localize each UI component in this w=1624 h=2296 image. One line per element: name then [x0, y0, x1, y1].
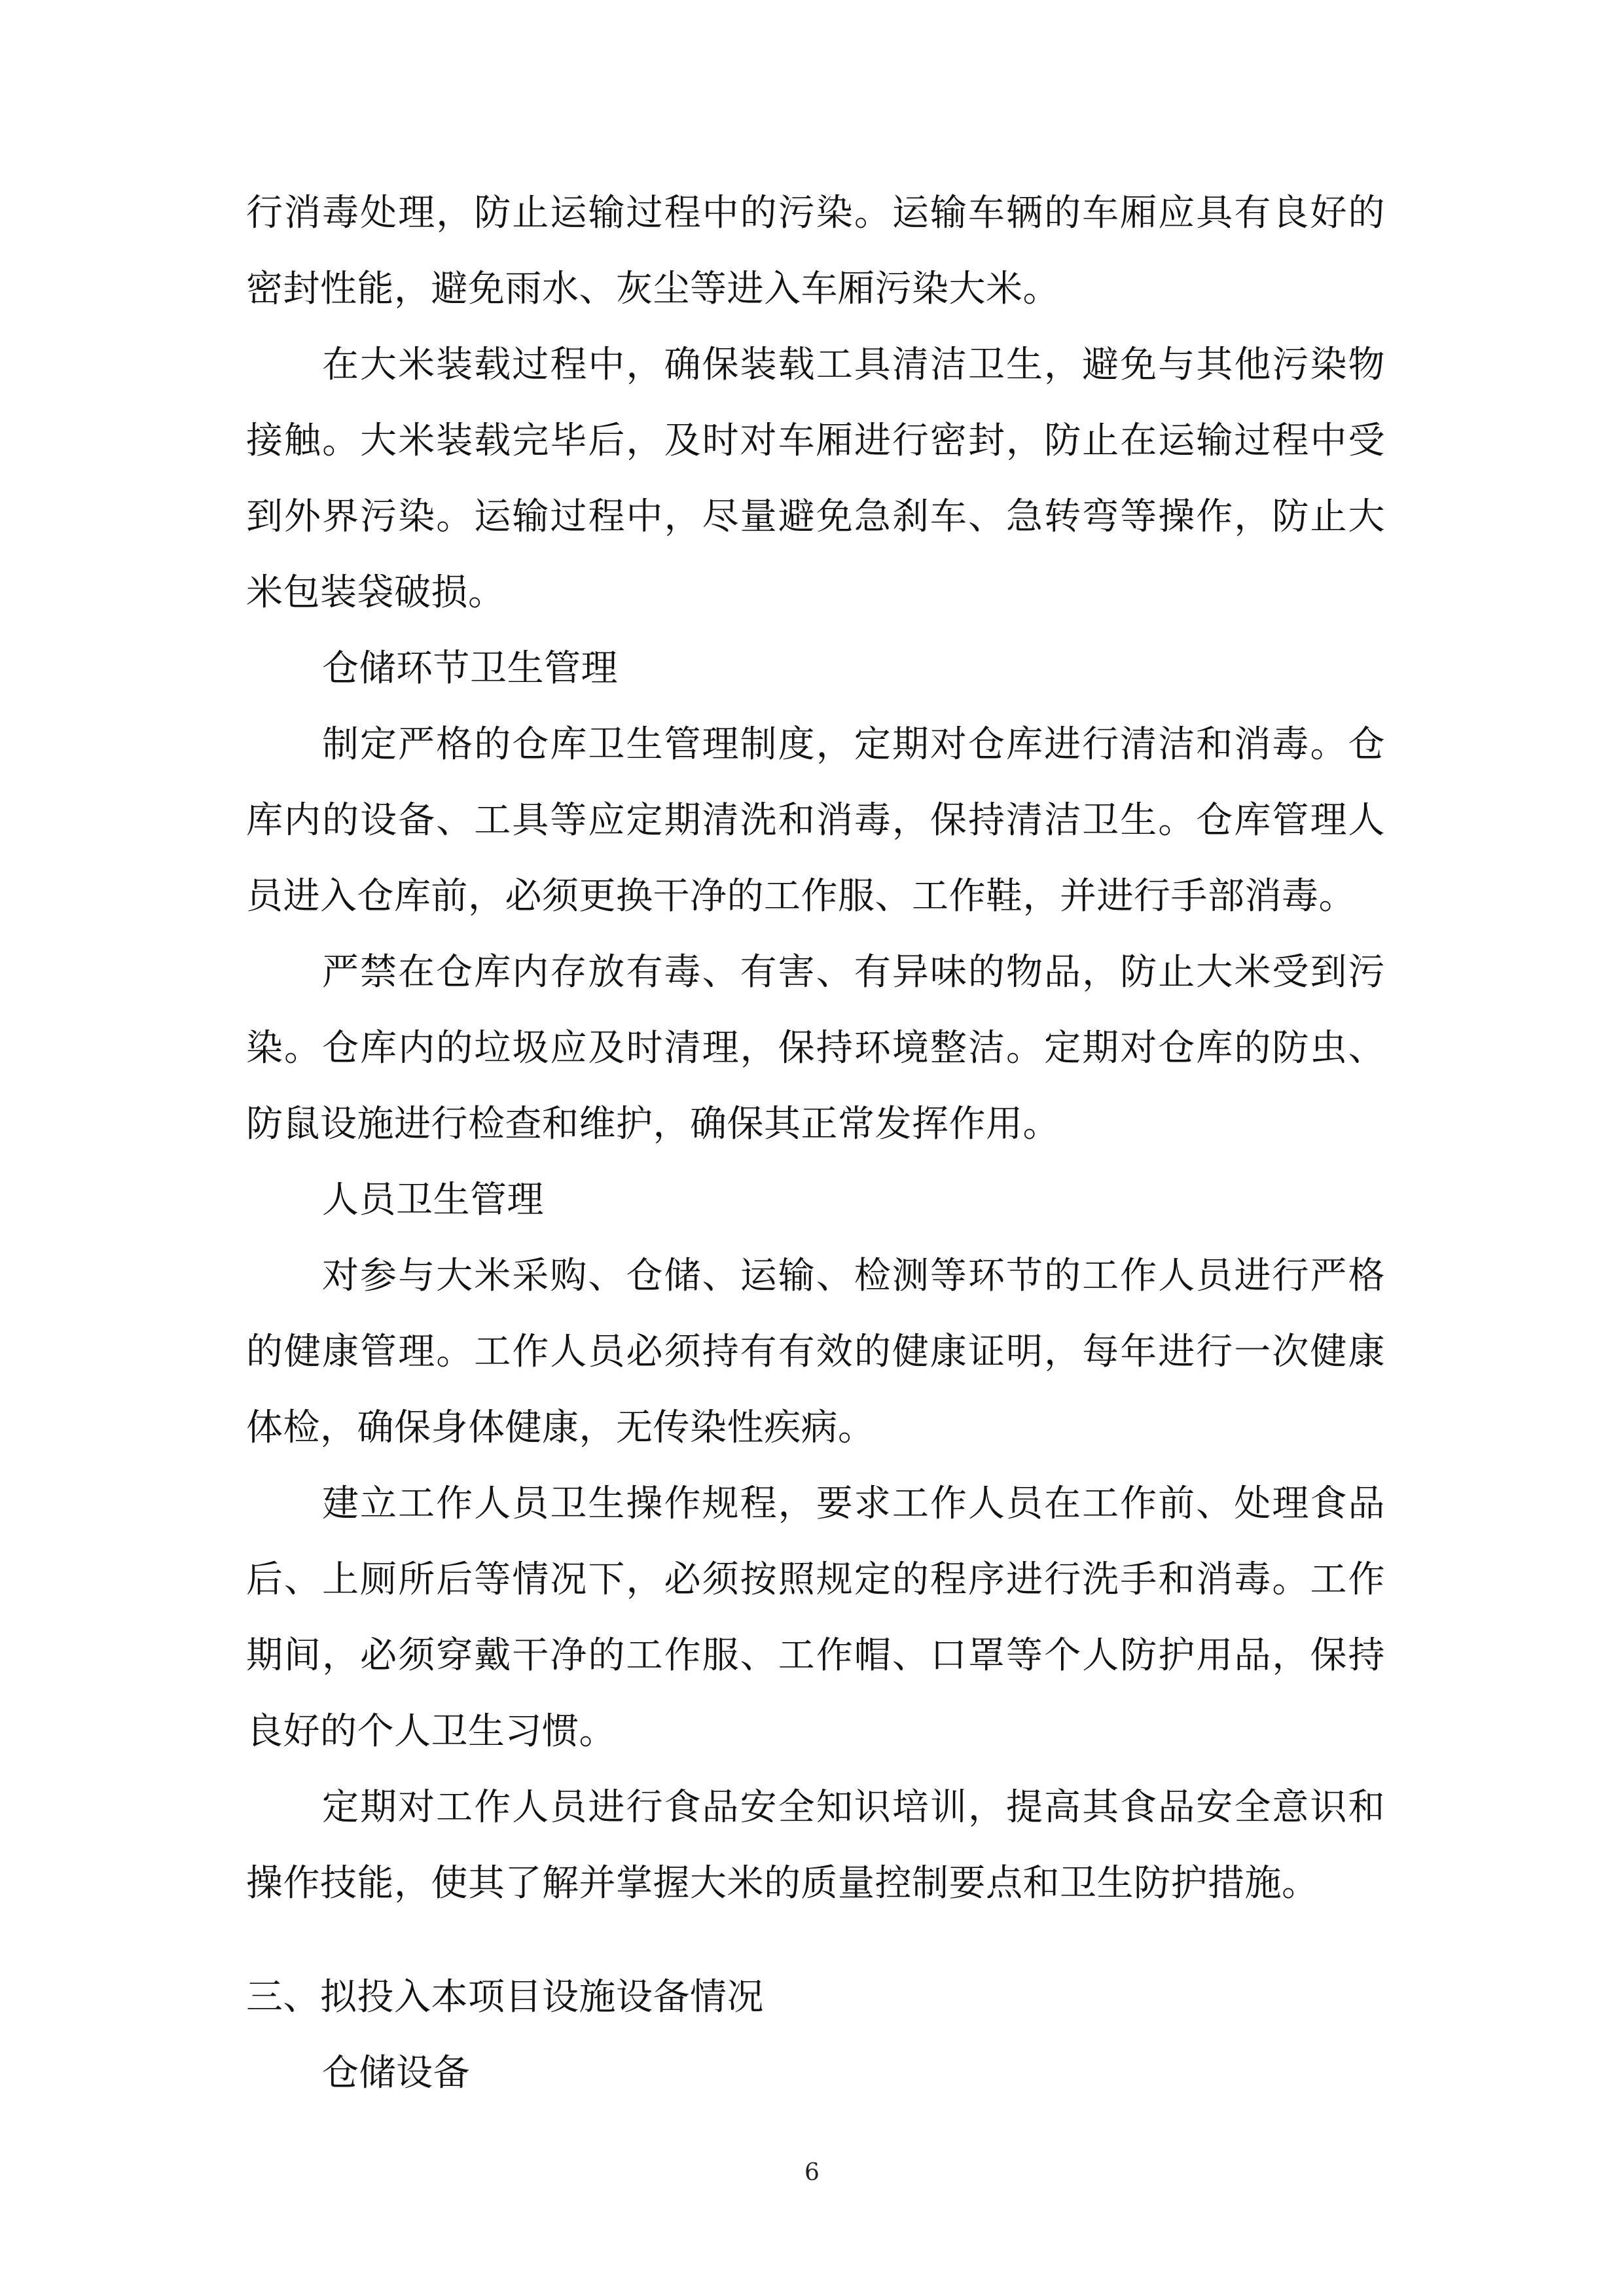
paragraph-loading-process: 在大米装载过程中，确保装载工具清洁卫生，避免与其他污染物接触。大米装载完毕后，及时对车厢进行密封，防止在运输过程中受到外界污染。运输过程中，尽量避免急刹车、急转弯等操作，防止大米包装袋破损。 — [246, 344, 1385, 614]
subheading-storage-equipment: 仓储设备 — [322, 2052, 470, 2094]
page-number: 6 — [804, 2159, 820, 2186]
paragraph-warehouse-prohibitions: 严禁在仓库内存放有毒、有害、有异味的物品，防止大米受到污染。仓库内的垃圾应及时清理，保持环境整洁。定期对仓库的防虫、防鼠设施进行检查和维护，确保其正常发挥作用。 — [246, 951, 1385, 1145]
paragraph-safety-training: 定期对工作人员进行食品安全知识培训，提高其食品安全意识和操作技能，使其了解并掌握大米的质量控制要点和卫生防护措施。 — [246, 1786, 1385, 1905]
page-body — [246, 175, 1385, 2111]
paragraph-warehouse-rules: 制定严格的仓库卫生管理制度，定期对仓库进行清洁和消毒。仓库内的设备、工具等应定期清洗和消毒，保持清洁卫生。仓库管理人员进入仓库前，必须更换干净的工作服、工作鞋，并进行手部消毒。 — [246, 723, 1385, 918]
paragraph-hygiene-procedures: 建立工作人员卫生操作规程，要求工作人员在工作前、处理食品后、上厕所后等情况下，必须按照规定的程序进行洗手和消毒。工作期间，必须穿戴干净的工作服、工作帽、口罩等个人防护用品，保持良好的个人卫生习惯。 — [246, 1482, 1385, 1753]
paragraph-transport-sealing: 行消毒处理，防止运输过程中的污染。运输车辆的车厢应具有良好的密封性能，避免雨水、灰尘等进入车厢污染大米。 — [246, 192, 1385, 310]
paragraph-health-management: 对参与大米采购、仓储、运输、检测等环节的工作人员进行严格的健康管理。工作人员必须持有有效的健康证明，每年进行一次健康体检，确保身体健康，无传染性疾病。 — [246, 1255, 1385, 1449]
section-heading-facilities: 三、拟投入本项目设施设备情况 — [246, 1976, 764, 2018]
subheading-personnel-hygiene: 人员卫生管理 — [322, 1179, 544, 1221]
subheading-storage-hygiene: 仓储环节卫生管理 — [322, 647, 618, 690]
